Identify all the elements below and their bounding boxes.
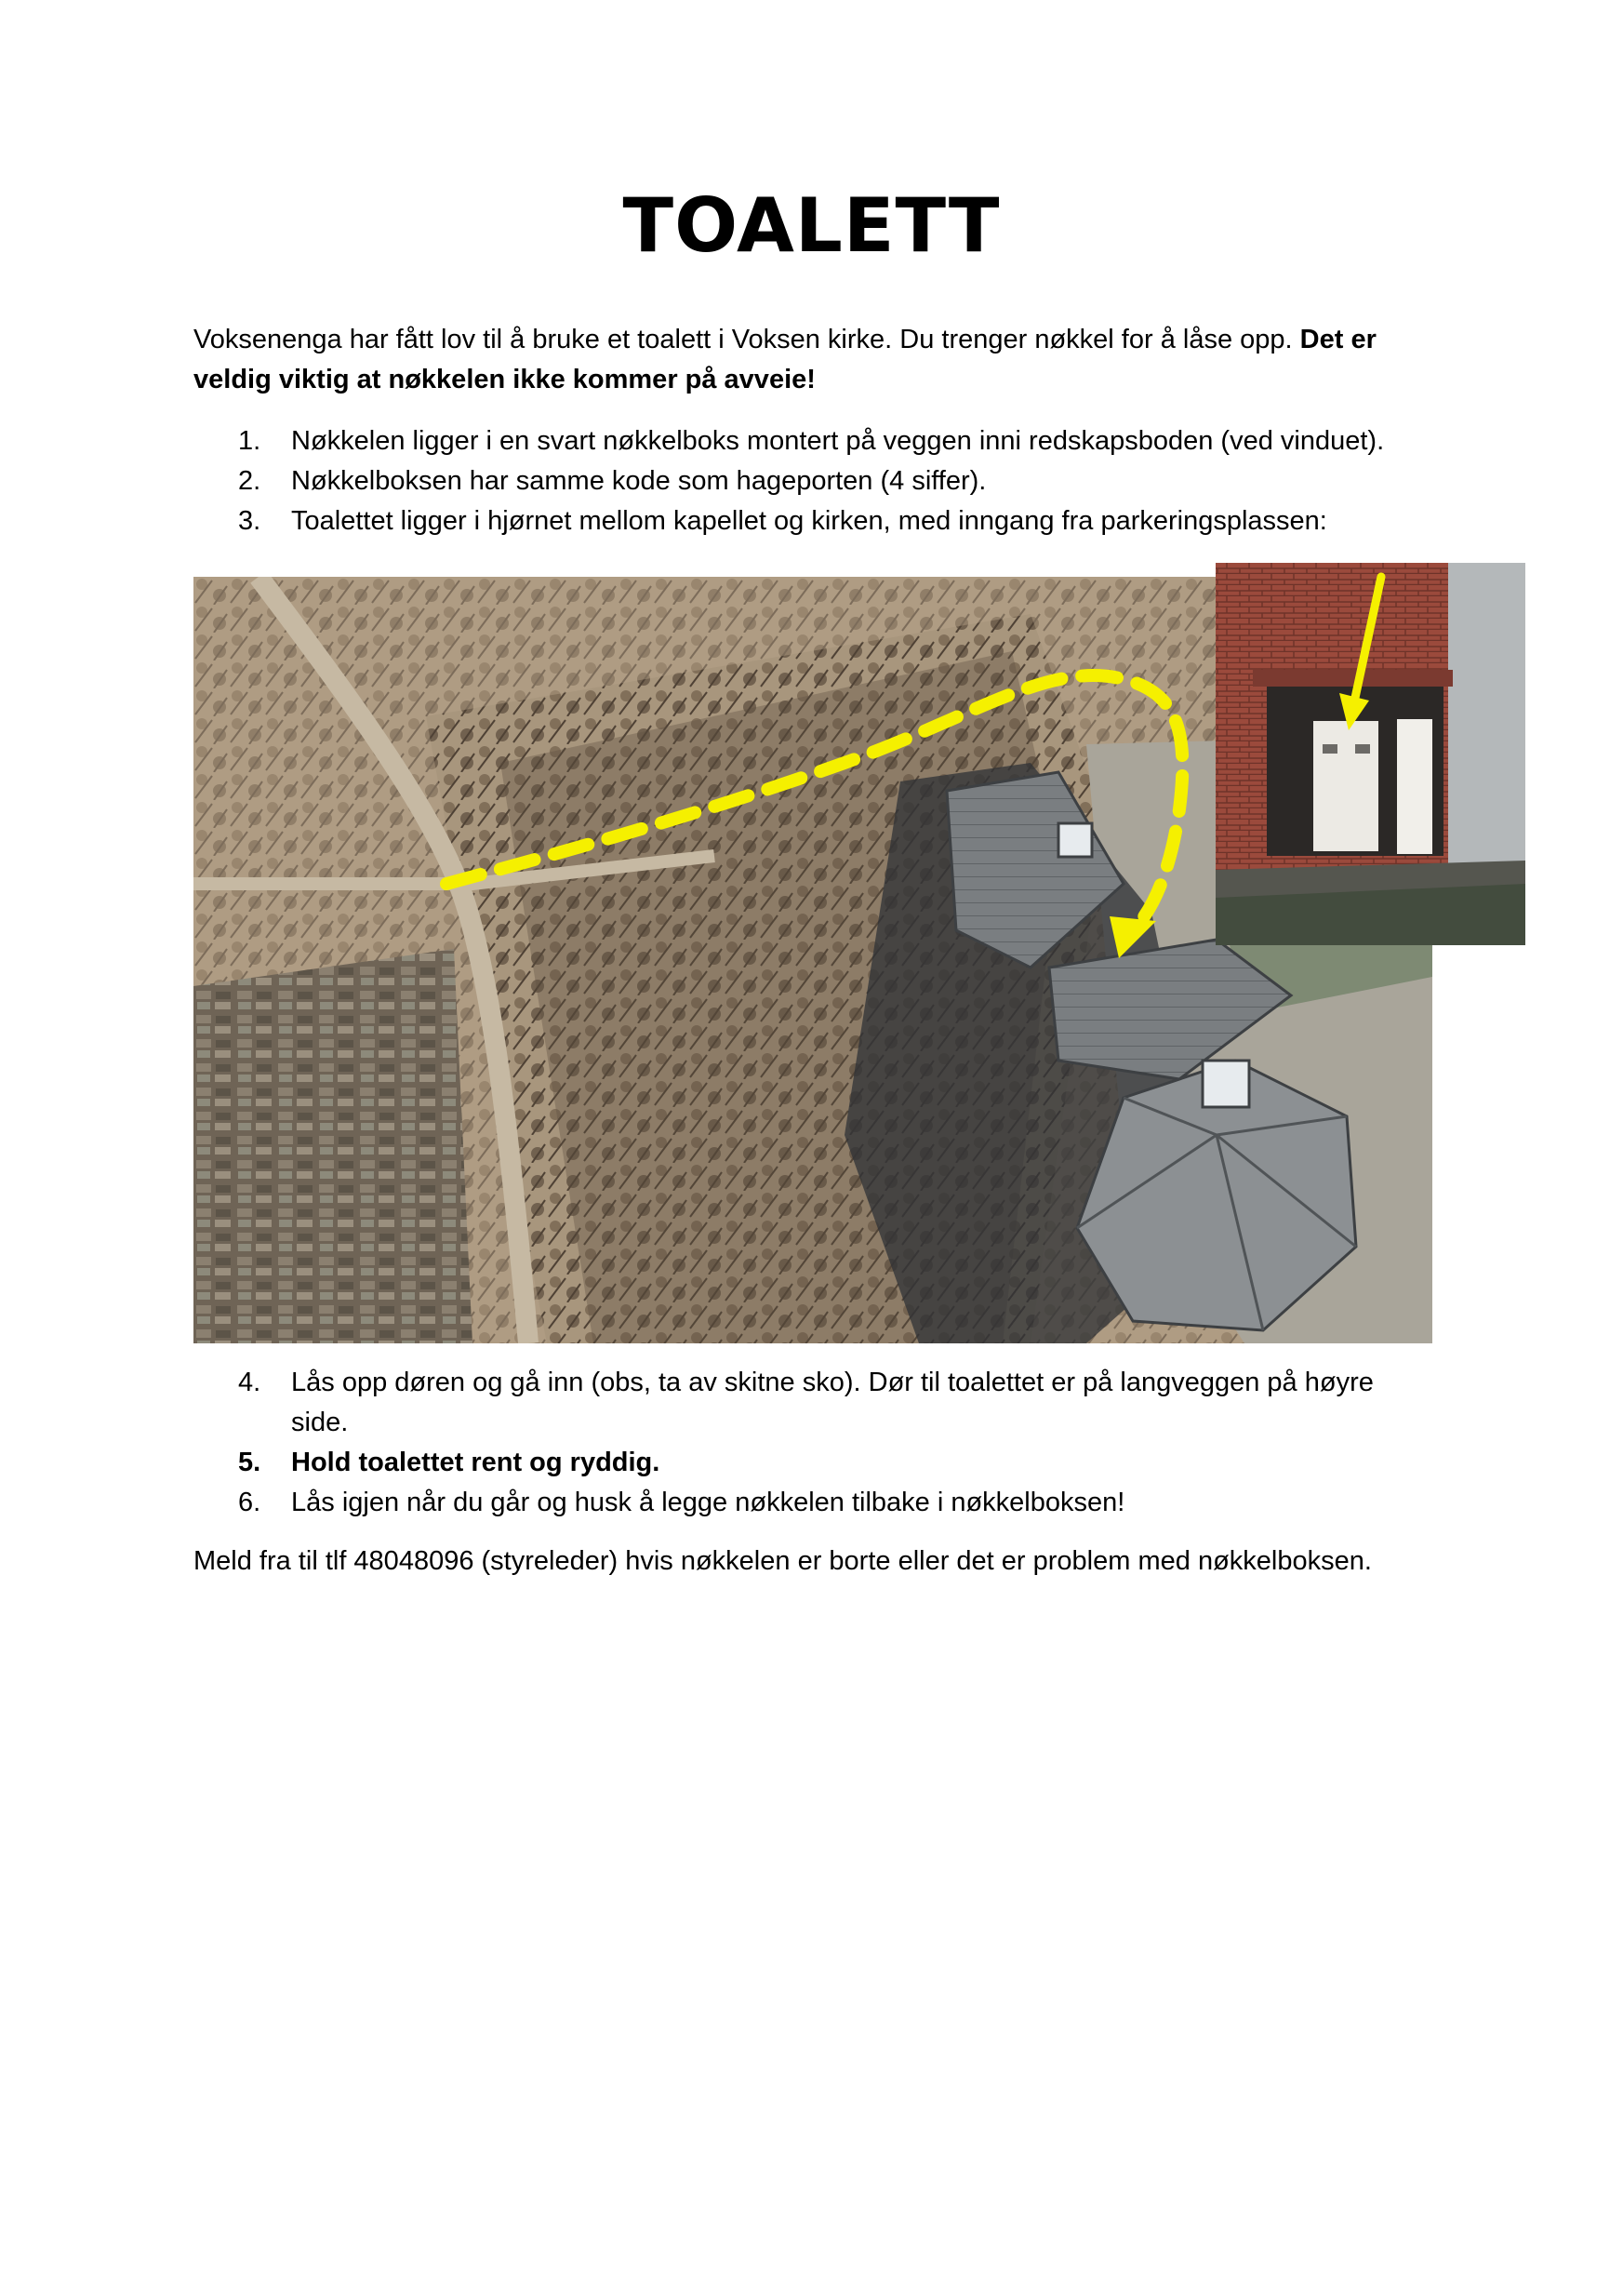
step-text: Lås igjen når du går og husk å legge nøkkelen tilbake i nøkkelboksen!	[291, 1488, 1125, 1517]
steps-list-second	[193, 1363, 1430, 1523]
entrance-photo	[1216, 563, 1525, 945]
step-number: 1.	[238, 426, 261, 456]
step-number: 5.	[238, 1448, 261, 1477]
list-item	[193, 1483, 1430, 1523]
step-text: Hold toalettet rent og ryddig.	[291, 1448, 660, 1477]
page-title: TOALETT	[622, 182, 1001, 269]
list-item	[193, 501, 1430, 541]
intro-paragraph	[193, 320, 1430, 400]
list-item	[193, 421, 1430, 461]
list-item	[193, 1443, 1430, 1483]
entrance-photo-illustration	[1216, 563, 1525, 945]
list-item	[193, 461, 1430, 501]
step-text: Lås opp døren og gå inn (obs, ta av skitne sko). Dør til toalettet er på langveggen på høyre side.	[291, 1368, 1374, 1437]
footer-contact-note: Meld fra til tlf 48048096 (styreleder) hvis nøkkelen er borte eller det er problem med nøkkelboksen.	[193, 1546, 1372, 1576]
intro-text: Voksenenga har fått lov til å bruke et toalett i Voksen kirke. Du trenger nøkkel for å låse opp.	[193, 325, 1300, 354]
step-number: 4.	[238, 1368, 261, 1397]
step-text: Nøkkelen ligger i en svart nøkkelboks montert på veggen inni redskapsboden (ved vinduet).	[291, 426, 1385, 456]
step-text: Toalettet ligger i hjørnet mellom kapellet og kirken, med inngang fra parkeringsplassen:	[291, 506, 1327, 536]
intro-warning: Det er veldig viktig at nøkkelen ikke kommer på avveie!	[193, 325, 1377, 394]
step-number: 3.	[238, 506, 261, 536]
step-number: 2.	[238, 466, 261, 496]
step-number: 6.	[238, 1488, 261, 1517]
steps-list-first	[193, 421, 1430, 541]
list-item	[193, 1363, 1430, 1443]
step-text: Nøkkelboksen har samme kode som hageporten (4 siffer).	[291, 466, 987, 496]
